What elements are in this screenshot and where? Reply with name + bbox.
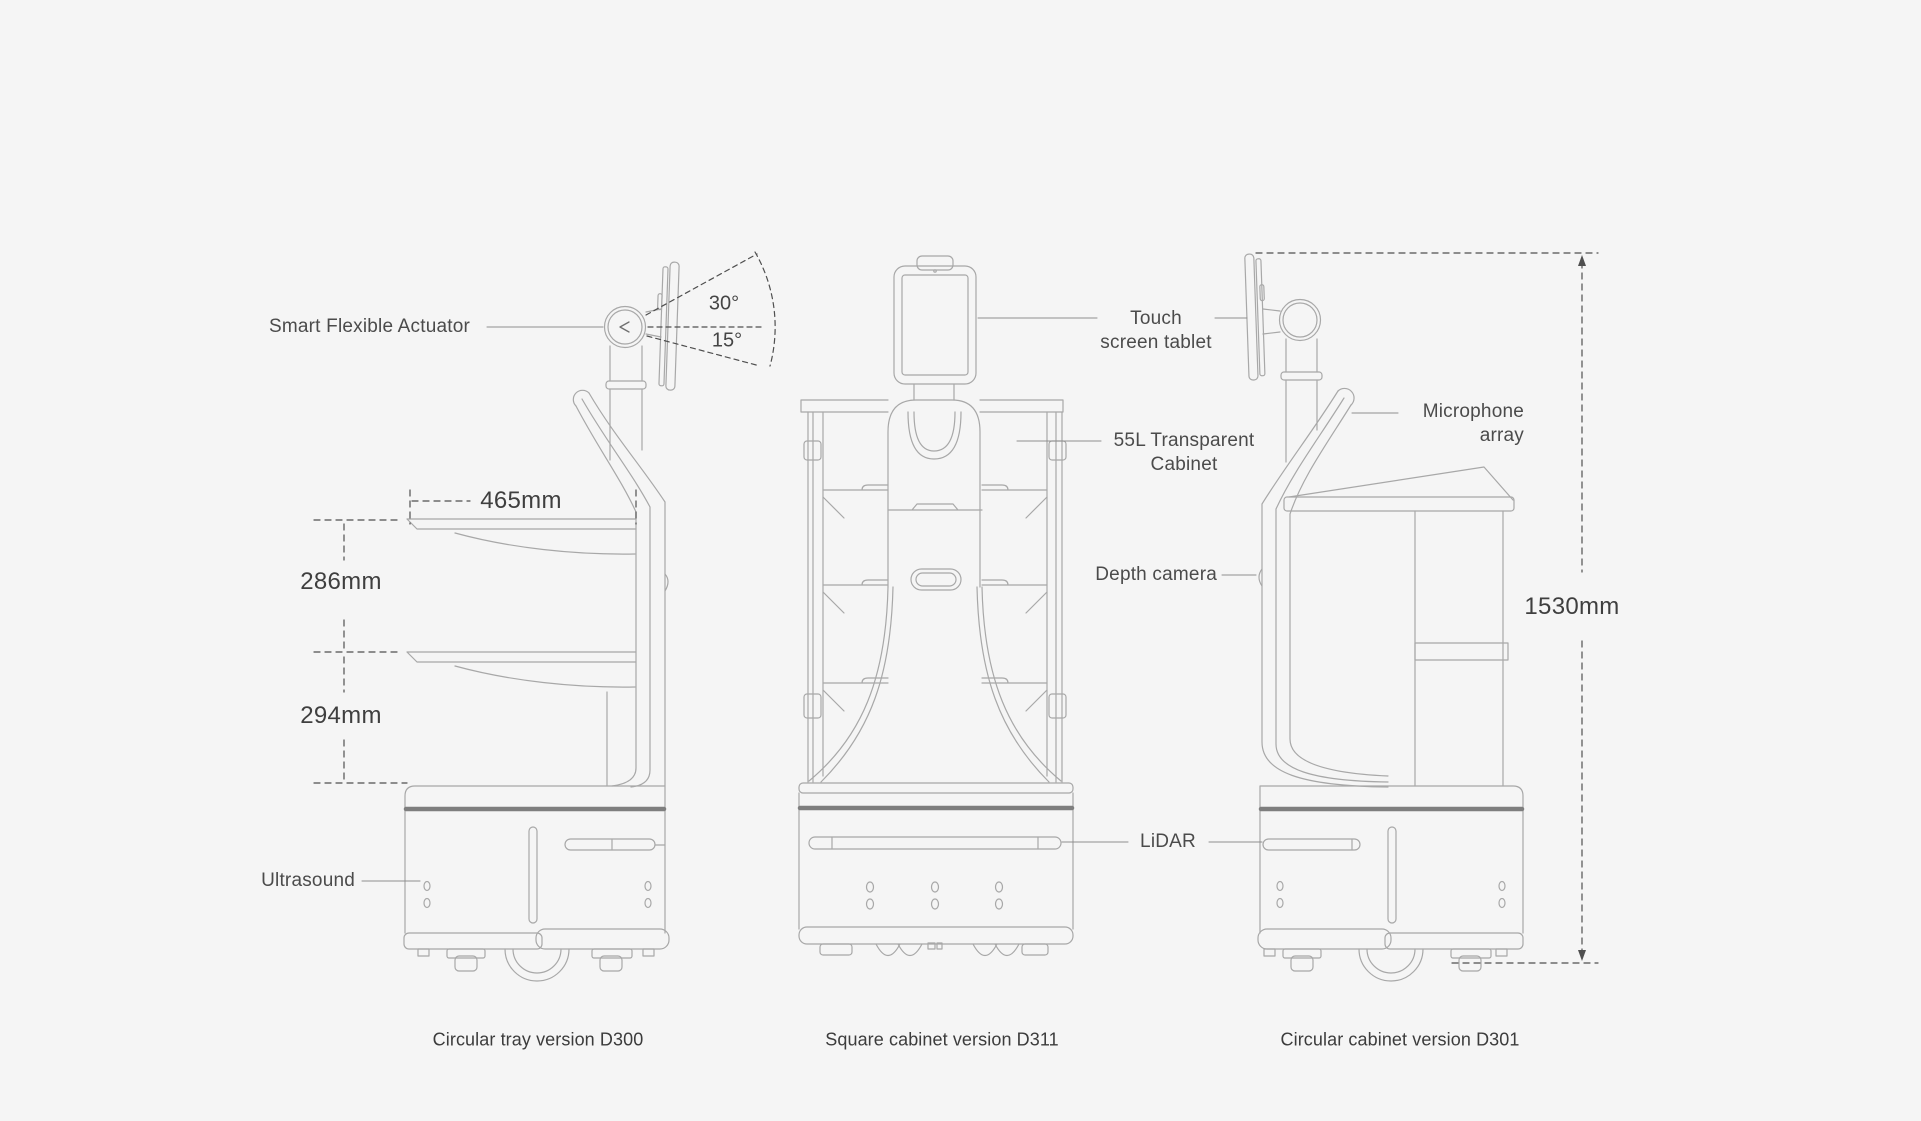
d301-drive-wheel (1359, 949, 1423, 981)
dimension-lines (314, 252, 1598, 963)
smart-flexible-actuator-label: Smart Flexible Actuator (268, 316, 470, 337)
lower-tray-spacing-dimension: 294mm (300, 702, 382, 729)
microphone-array-label-line2: array (1479, 425, 1524, 446)
d300-ultrasound-sensor (424, 882, 430, 891)
d311-cabinet (804, 412, 1066, 782)
caption-d301: Circular cabinet version D301 (1280, 1029, 1520, 1050)
d301-base (1258, 786, 1523, 981)
caption-d311: Square cabinet version D311 (825, 1029, 1059, 1050)
d311-handle-slot (911, 569, 961, 590)
d311-lidar-slot (809, 837, 1061, 849)
upper-tray-spacing-dimension: 286mm (300, 568, 382, 595)
caption-d300: Circular tray version D300 (432, 1029, 644, 1050)
d301-actuator-circle (1280, 300, 1321, 341)
ultrasound-label: Ultrasound (261, 870, 355, 891)
touch-screen-tablet-label (1100, 307, 1211, 355)
leader-lines (362, 318, 1398, 881)
tray-width-dimension: 465mm (480, 487, 562, 514)
d301-tablet-side (1245, 254, 1267, 381)
robot-d311-drawing (799, 256, 1073, 956)
d300-base (404, 786, 669, 981)
d300-lidar-slot (565, 839, 655, 850)
d300-actuator-circle (605, 307, 646, 348)
d300-trays (407, 519, 636, 786)
total-height-dimension: 1530mm (1524, 593, 1620, 620)
d311-base (799, 783, 1073, 956)
d301-lidar-slot (1263, 839, 1360, 850)
transparent-cabinet-label-line2: Cabinet (1150, 454, 1218, 475)
d300-drive-wheel (505, 949, 569, 981)
rotation-arrow-icon (620, 322, 629, 332)
transparent-cabinet-label (1114, 429, 1255, 477)
tilt-down-angle-value: 15° (711, 329, 743, 352)
microphone-array-label (1423, 400, 1524, 448)
lidar-label: LiDAR (1140, 831, 1196, 852)
robot-d300-drawing (404, 262, 679, 981)
depth-camera-label: Depth camera (1095, 564, 1217, 585)
d301-cabinet (1284, 467, 1514, 786)
tilt-up-angle-value: 30° (708, 292, 740, 315)
transparent-cabinet-label-line1: 55L Transparent (1113, 430, 1255, 451)
robot-d301-drawing (1245, 254, 1523, 981)
microphone-array-label-line1: Microphone (1422, 401, 1524, 422)
d311-center-column (809, 504, 1061, 782)
touch-screen-tablet-label-line1: Touch (1130, 308, 1182, 329)
touch-screen-tablet-label-line2: screen tablet (1100, 332, 1212, 353)
d311-tablet-front (894, 256, 976, 384)
d300-tablet-side (655, 262, 679, 391)
d301-microphone-arm (1262, 388, 1388, 787)
